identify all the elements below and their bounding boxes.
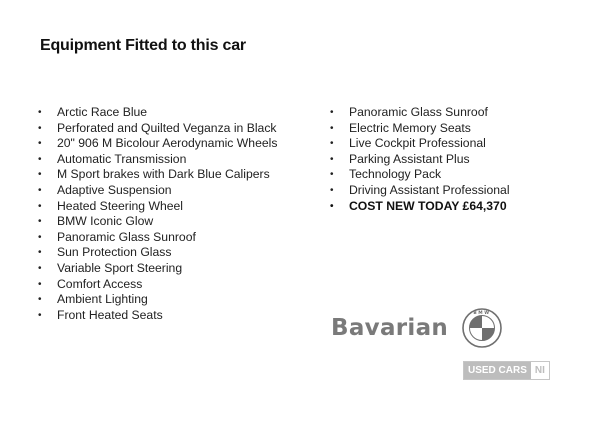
equipment-item: [38, 167, 277, 183]
dealer-logo: [331, 308, 502, 348]
equipment-item-label: Automatic Transmission: [57, 151, 187, 166]
equipment-item: [38, 121, 277, 137]
equipment-item: [38, 308, 277, 324]
bmw-roundel-icon: [462, 308, 502, 348]
equipment-item: [330, 152, 510, 168]
bullet-icon: •: [38, 278, 42, 290]
used-cars-label: USED CARS: [464, 362, 531, 379]
equipment-item-label: Technology Pack: [349, 167, 442, 182]
equipment-item-label: COST NEW TODAY £64,370: [349, 198, 507, 213]
equipment-item: [330, 136, 510, 152]
equipment-item: [38, 152, 277, 168]
equipment-item: [38, 105, 277, 121]
bullet-icon: •: [38, 200, 42, 212]
bullet-icon: •: [330, 184, 334, 196]
equipment-item-label: Comfort Access: [57, 276, 143, 291]
bullet-icon: •: [38, 231, 42, 243]
equipment-item: [38, 292, 277, 308]
bullet-icon: •: [330, 153, 334, 165]
equipment-item-label: Electric Memory Seats: [349, 120, 471, 135]
equipment-item: [330, 199, 510, 215]
equipment-item: [38, 261, 277, 277]
equipment-item-label: Heated Steering Wheel: [57, 198, 184, 213]
equipment-item: [330, 121, 510, 137]
equipment-item-label: M Sport brakes with Dark Blue Calipers: [57, 167, 270, 182]
equipment-item-label: Ambient Lighting: [57, 292, 148, 307]
bullet-icon: •: [330, 122, 334, 134]
equipment-item: [38, 214, 277, 230]
equipment-item-label: 20" 906 M Bicolour Aerodynamic Wheels: [57, 136, 278, 151]
region-label: NI: [531, 362, 549, 379]
bullet-icon: •: [38, 262, 42, 274]
equipment-item: [330, 105, 510, 121]
equipment-item: [330, 167, 510, 183]
equipment-item-label: Arctic Race Blue: [57, 105, 148, 119]
bullet-icon: •: [330, 169, 334, 181]
equipment-item-label: Parking Assistant Plus: [349, 151, 470, 166]
equipment-item: [38, 245, 277, 261]
bullet-icon: •: [38, 184, 42, 196]
equipment-item: [38, 277, 277, 293]
bullet-icon: •: [38, 138, 42, 150]
bullet-icon: •: [38, 153, 42, 165]
equipment-item-label: Panoramic Glass Sunroof: [57, 229, 196, 244]
bullet-icon: •: [38, 122, 42, 134]
equipment-item: [38, 230, 277, 246]
bullet-icon: •: [38, 294, 42, 306]
equipment-item: [38, 199, 277, 215]
bullet-icon: •: [38, 107, 42, 118]
dealer-name: Bavarian: [331, 315, 449, 341]
equipment-item-label: Panoramic Glass Sunroof: [349, 105, 488, 119]
bullet-icon: •: [38, 309, 42, 321]
bullet-icon: •: [38, 247, 42, 259]
equipment-item-label: Adaptive Suspension: [57, 182, 172, 197]
equipment-item-label: Live Cockpit Professional: [349, 136, 486, 151]
equipment-heading: Equipment Fitted to this car: [40, 37, 246, 54]
bullet-icon: •: [330, 107, 334, 118]
equipment-list-right: [330, 105, 510, 214]
bullet-icon: •: [38, 216, 42, 228]
equipment-item-label: Variable Sport Steering: [57, 260, 183, 275]
bullet-icon: •: [38, 169, 42, 181]
equipment-item-label: BMW Iconic Glow: [57, 214, 154, 229]
bmw-roundel-letters: BMW: [473, 311, 491, 317]
used-cars-badge: [463, 361, 550, 380]
equipment-item: [38, 183, 277, 199]
equipment-item-label: Front Heated Seats: [57, 307, 163, 322]
equipment-item-label: Sun Protection Glass: [57, 245, 172, 260]
equipment-list-left: [38, 105, 277, 323]
equipment-item-label: Driving Assistant Professional: [349, 182, 510, 197]
bullet-icon: •: [330, 200, 334, 212]
equipment-item: [38, 136, 277, 152]
equipment-item: [330, 183, 510, 199]
bullet-icon: •: [330, 138, 334, 150]
equipment-item-label: Perforated and Quilted Veganza in Black: [57, 120, 277, 135]
